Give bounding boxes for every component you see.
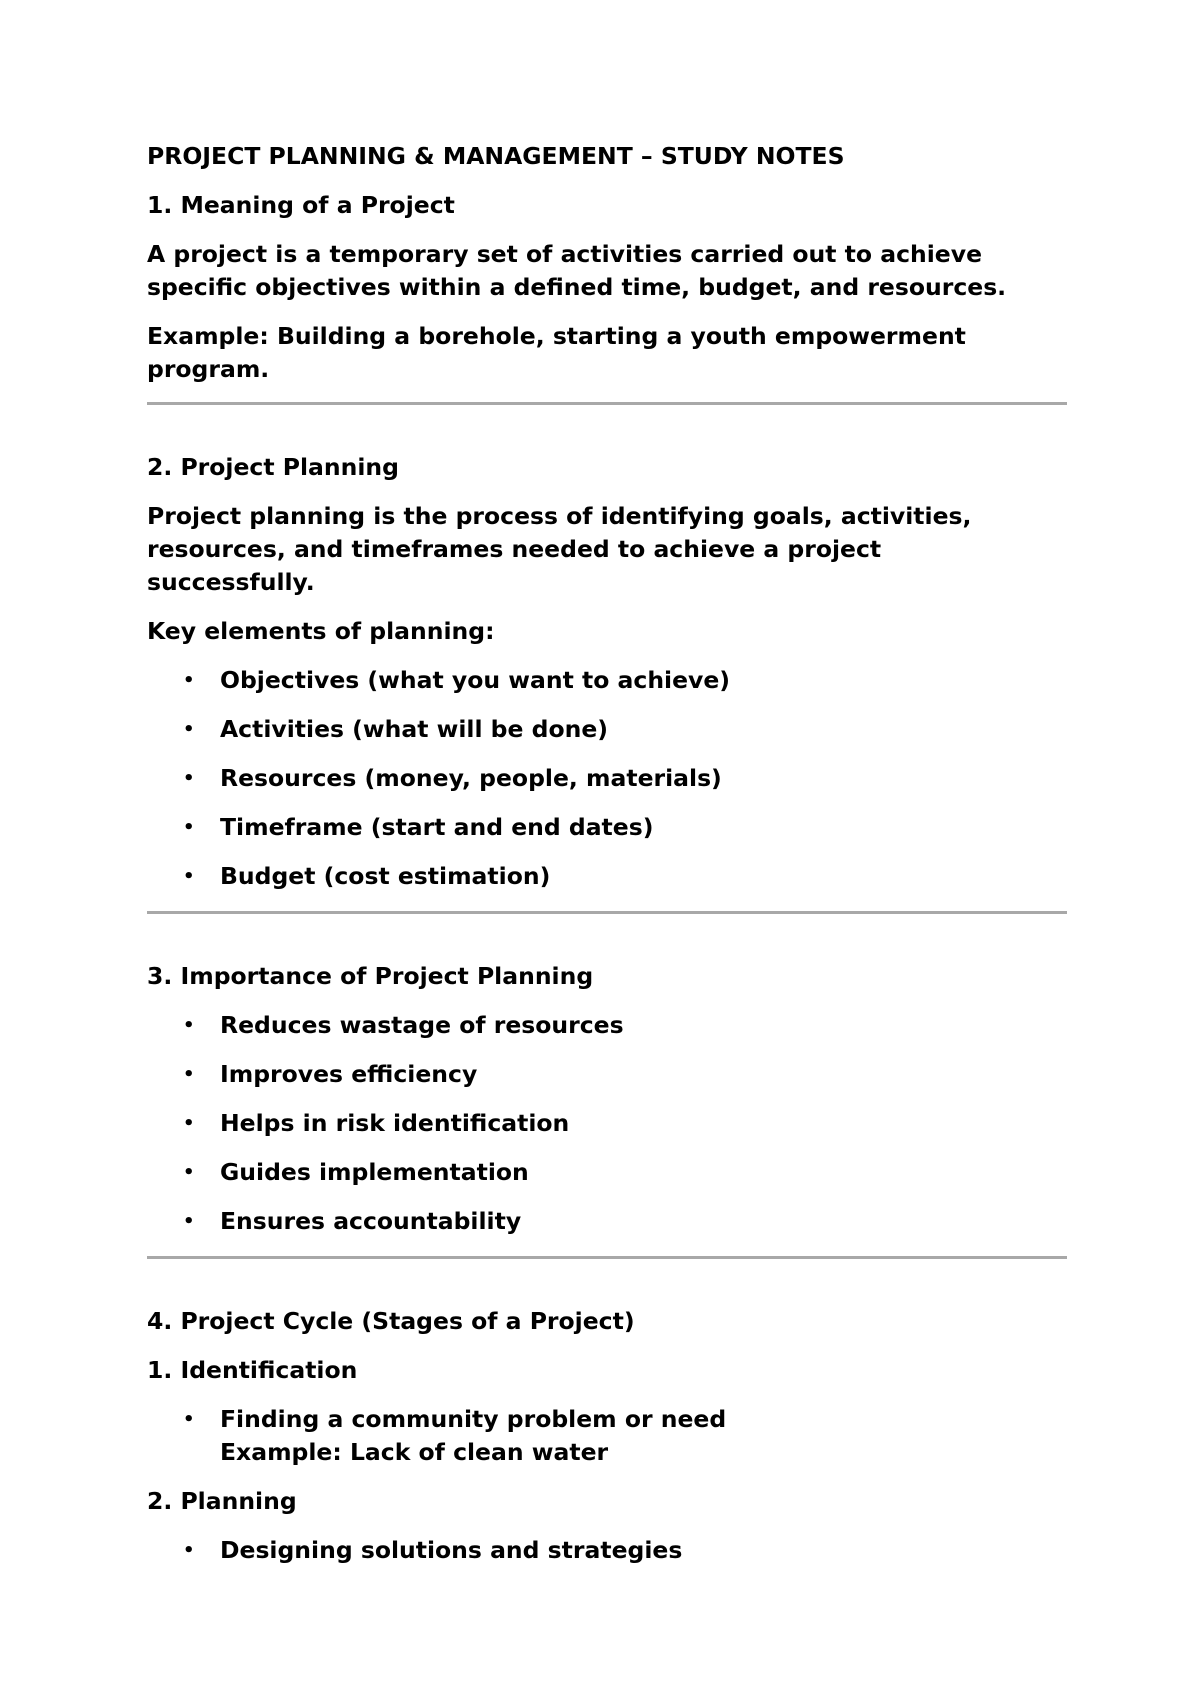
list-item <box>147 860 1067 893</box>
paragraph-line: A project is a temporary set of activities carried out to achieve <box>147 240 983 268</box>
list-item <box>147 762 1067 795</box>
list-item-text: Activities (what will be done) <box>220 715 609 743</box>
list-item <box>147 1058 1067 1091</box>
identification-list <box>147 1403 1067 1469</box>
list-item-text: Objectives (what you want to achieve) <box>220 666 731 694</box>
paragraph-line: Project planning is the process of identifying goals, activities, <box>147 502 972 530</box>
list-item <box>147 664 1067 697</box>
paragraph-line: Example: Building a borehole, starting a youth empowerment <box>147 322 966 350</box>
bullet-icon: • <box>183 1540 195 1561</box>
list-item-text: Timeframe (start and end dates) <box>220 813 654 841</box>
list-item <box>147 1205 1067 1238</box>
list-item <box>147 713 1067 746</box>
key-elements-label: Key elements of planning: <box>147 617 495 645</box>
key-elements-list <box>147 664 1067 893</box>
section-heading-importance-of-planning: 3. Importance of Project Planning <box>147 962 594 990</box>
list-item-text: Improves efficiency <box>220 1060 478 1088</box>
paragraph-line: program. <box>147 355 270 383</box>
project-definition-paragraph <box>147 238 1067 304</box>
document-title: PROJECT PLANNING & MANAGEMENT – STUDY NOTES <box>147 142 845 170</box>
section-divider <box>147 911 1067 914</box>
list-item <box>147 811 1067 844</box>
list-item-text: Designing solutions and strategies <box>220 1536 683 1564</box>
section-heading-project-cycle: 4. Project Cycle (Stages of a Project) <box>147 1307 635 1335</box>
bullet-icon: • <box>183 670 195 691</box>
project-example-paragraph <box>147 320 1067 386</box>
bullet-icon: • <box>183 719 195 740</box>
stage-heading-identification: 1. Identification <box>147 1356 358 1384</box>
bullet-icon: • <box>183 866 195 887</box>
list-item-text: Guides implementation <box>220 1158 529 1186</box>
list-item <box>147 1534 1067 1567</box>
section-divider <box>147 1256 1067 1259</box>
bullet-icon: • <box>183 768 195 789</box>
list-item <box>147 1156 1067 1189</box>
planning-stage-list <box>147 1534 1067 1567</box>
bullet-icon: • <box>183 1113 195 1134</box>
list-item-text: Ensures accountability <box>220 1207 522 1235</box>
paragraph-line: specific objectives within a defined time, budget, and resources. <box>147 273 1007 301</box>
list-item <box>147 1009 1067 1042</box>
planning-definition-paragraph <box>147 500 1067 599</box>
list-item-text: Example: Lack of clean water <box>220 1438 609 1466</box>
paragraph-line: successfully. <box>147 568 315 596</box>
bullet-icon: • <box>183 1211 195 1232</box>
list-item-text: Budget (cost estimation) <box>220 862 551 890</box>
paragraph-line: resources, and timeframes needed to achieve a project <box>147 535 882 563</box>
bullet-icon: • <box>183 1064 195 1085</box>
list-item <box>147 1403 1067 1469</box>
section-heading-meaning-of-project: 1. Meaning of a Project <box>147 191 455 219</box>
bullet-icon: • <box>183 1015 195 1036</box>
list-item-text: Helps in risk identification <box>220 1109 570 1137</box>
document-page <box>147 140 1067 1583</box>
section-heading-project-planning: 2. Project Planning <box>147 453 399 481</box>
list-item <box>147 1107 1067 1140</box>
bullet-icon: • <box>183 1409 195 1430</box>
importance-list <box>147 1009 1067 1238</box>
list-item-text: Reduces wastage of resources <box>220 1011 624 1039</box>
bullet-icon: • <box>183 817 195 838</box>
section-divider <box>147 402 1067 405</box>
bullet-icon: • <box>183 1162 195 1183</box>
list-item-text: Resources (money, people, materials) <box>220 764 722 792</box>
stage-heading-planning: 2. Planning <box>147 1487 297 1515</box>
list-item-text: Finding a community problem or need <box>220 1405 727 1433</box>
